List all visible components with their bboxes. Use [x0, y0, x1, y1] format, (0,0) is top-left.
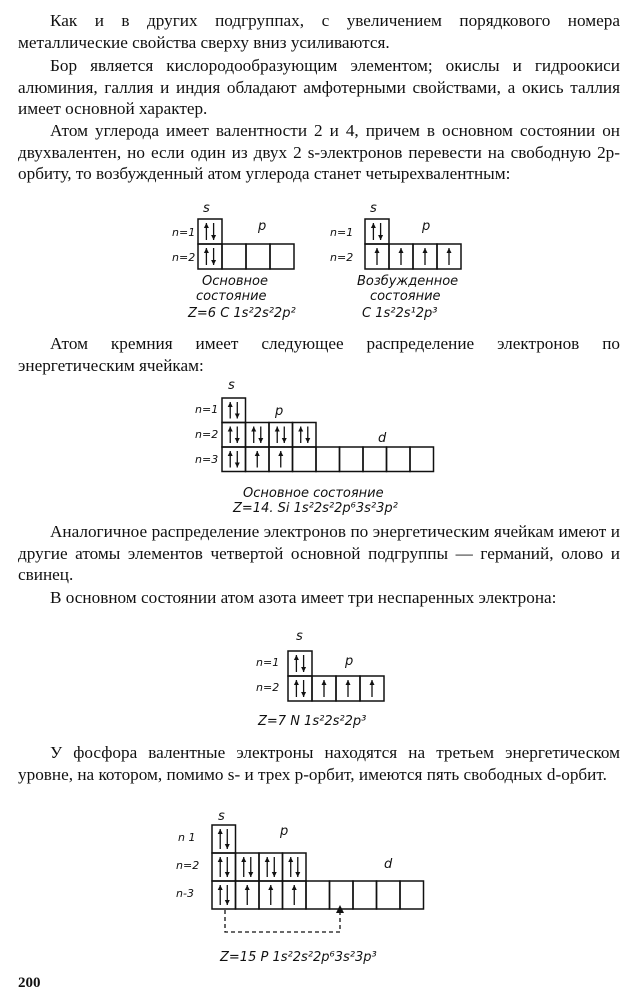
arrowhead — [204, 248, 209, 253]
orbital-cell — [363, 447, 387, 472]
arrowhead — [278, 451, 283, 456]
orbital-cell — [212, 825, 236, 853]
arrowhead — [265, 857, 270, 862]
electron-formula: Z=6 C 1s²2s²2p² — [188, 306, 296, 321]
arrowhead — [298, 427, 303, 432]
p-label: p — [422, 219, 431, 234]
orbital-cell — [236, 853, 260, 881]
orbital-cell — [387, 447, 411, 472]
arrowhead — [218, 857, 223, 862]
arrowhead — [272, 872, 277, 877]
orbital-cell — [288, 651, 312, 676]
arrowhead — [292, 885, 297, 890]
carbon-excited-diagram — [330, 201, 461, 321]
arrowhead — [218, 885, 223, 890]
arrowhead — [218, 829, 223, 834]
p-label: p — [258, 219, 267, 234]
orbital-cell — [269, 423, 293, 448]
orbital-cell — [246, 423, 270, 448]
orbital-cell — [259, 853, 283, 881]
paragraph-phosphorus: У фосфора валентные электроны находятся на третьем энергетическом уровне, на котором, помимо s- и трех p-орбит, имеются пять свободных d-орбит. — [18, 743, 620, 784]
arrowhead — [225, 844, 230, 849]
p-label: p — [280, 824, 289, 839]
p-label: p — [275, 404, 284, 419]
arrowhead — [378, 235, 383, 240]
orbital-cell — [330, 881, 354, 909]
s-label: s — [218, 809, 225, 824]
paragraph-silicon: Атом кремния имеет следующее распределение электронов по энергетическим ячейкам: — [18, 334, 620, 375]
arrowhead — [294, 680, 299, 685]
level-label: n-3 — [176, 887, 194, 900]
caption-line: состояние — [196, 289, 267, 304]
orbital-cell — [222, 244, 246, 269]
orbital-cell — [293, 447, 317, 472]
arrowhead — [288, 857, 293, 862]
s-label: s — [203, 201, 210, 216]
arrowhead — [241, 857, 246, 862]
orbital-cell — [288, 676, 312, 701]
orbital-cell — [198, 244, 222, 269]
arrowhead — [275, 427, 280, 432]
level-label: n=1 — [330, 226, 354, 239]
arrowhead — [447, 248, 452, 253]
orbital-cell — [316, 447, 340, 472]
paragraph-metallic-properties: Как и в других подгруппах, с увеличением порядкового номера металлические свойства сверху вниз усиливаются. — [18, 11, 620, 52]
phosphorus-diagram — [176, 809, 424, 965]
level-label: n=2 — [256, 681, 280, 694]
paragraph-analogous: Аналогичное распределение электронов по энергетическим ячейкам имеют и другие атомы элементов четвертой основной подгруппы — германий, олово и свинец. — [18, 522, 620, 585]
orbital-cell — [222, 423, 246, 448]
level-label: n=1 — [256, 656, 280, 669]
s-label: s — [370, 201, 377, 216]
arrowhead — [235, 414, 240, 419]
caption-line: Основное — [202, 274, 268, 289]
arrowhead — [370, 680, 375, 685]
d-label: d — [378, 431, 387, 446]
arrowhead — [399, 248, 404, 253]
level-label: n=2 — [330, 251, 354, 264]
orbital-cell — [222, 447, 246, 472]
paragraph-nitrogen: В основном состоянии атом азота имеет три неспаренных электрона: — [50, 588, 557, 607]
s-label: s — [228, 378, 235, 393]
s-label: s — [296, 629, 303, 644]
level-label: n 1 — [178, 831, 196, 844]
orbital-cell — [377, 881, 401, 909]
electron-transition-line — [225, 910, 340, 932]
arrowhead — [225, 900, 230, 905]
arrowhead — [301, 667, 306, 672]
arrowhead — [235, 463, 240, 468]
caption-line: состояние — [370, 289, 441, 304]
arrowhead — [204, 223, 209, 228]
arrowhead — [282, 438, 287, 443]
arrowhead — [248, 872, 253, 877]
level-label: n=1 — [195, 403, 219, 416]
arrowhead — [235, 438, 240, 443]
arrowhead — [255, 451, 260, 456]
orbital-cell — [293, 423, 317, 448]
paragraph-boron: Бор является кислородообразующим элементом; окислы и гидроокиси алюминия, галлия и индия обладают амфотерными свойствами, а окись таллия имеет основной характер. — [18, 56, 620, 119]
arrowhead — [245, 885, 250, 890]
level-label: n=2 — [172, 251, 196, 264]
arrowhead — [294, 655, 299, 660]
arrowhead — [228, 427, 233, 432]
arrowhead — [305, 438, 310, 443]
d-label: d — [384, 857, 393, 872]
orbital-cell — [353, 881, 377, 909]
silicon-diagram — [195, 378, 434, 516]
level-label: n=2 — [195, 428, 219, 441]
orbital-cell — [410, 447, 434, 472]
caption-line: Основное состояние — [243, 486, 384, 501]
level-label: n=1 — [172, 226, 196, 239]
arrowhead — [225, 872, 230, 877]
nitrogen-diagram — [256, 629, 384, 729]
arrowhead — [228, 402, 233, 407]
orbital-cell — [306, 881, 330, 909]
orbital-cell — [212, 853, 236, 881]
orbital-cell — [400, 881, 424, 909]
arrowhead — [375, 248, 380, 253]
orbital-cell — [270, 244, 294, 269]
arrowhead — [211, 260, 216, 265]
level-label: n=2 — [176, 859, 200, 872]
orbital-cell — [198, 219, 222, 244]
arrowhead — [301, 692, 306, 697]
orbital-cell — [283, 853, 307, 881]
arrowhead — [268, 885, 273, 890]
level-label: n=3 — [195, 453, 219, 466]
electron-formula: Z=14. Si 1s²2s²2p⁶3s²3p² — [233, 501, 398, 516]
arrowhead — [251, 427, 256, 432]
page-number: 200 — [18, 975, 41, 991]
orbital-cell — [246, 244, 270, 269]
arrowhead — [295, 872, 300, 877]
arrowhead — [258, 438, 263, 443]
arrowhead — [423, 248, 428, 253]
electron-formula: Z=15 P 1s²2s²2p⁶3s²3p³ — [220, 950, 377, 965]
arrowhead — [322, 680, 327, 685]
paragraph-carbon: Атом углерода имеет валентности 2 и 4, причем в основном состоянии он двухвалентен, но если один из двух 2 s-электронов перевести на свободную 2p-орбиту, то возбужденный атом углерода станет четырехвалентным: — [18, 121, 620, 184]
arrowhead — [346, 680, 351, 685]
arrowhead — [228, 451, 233, 456]
orbital-cell — [222, 398, 246, 423]
orbital-cell — [365, 219, 389, 244]
orbital-cell — [340, 447, 364, 472]
electron-formula: C 1s²2s¹2p³ — [362, 306, 438, 321]
caption-line: Возбужденное — [357, 274, 459, 289]
p-label: p — [345, 654, 354, 669]
arrowhead — [211, 235, 216, 240]
carbon-ground-diagram — [172, 201, 296, 321]
orbital-cell — [212, 881, 236, 909]
electron-formula: Z=7 N 1s²2s²2p³ — [258, 714, 367, 729]
arrowhead — [371, 223, 376, 228]
